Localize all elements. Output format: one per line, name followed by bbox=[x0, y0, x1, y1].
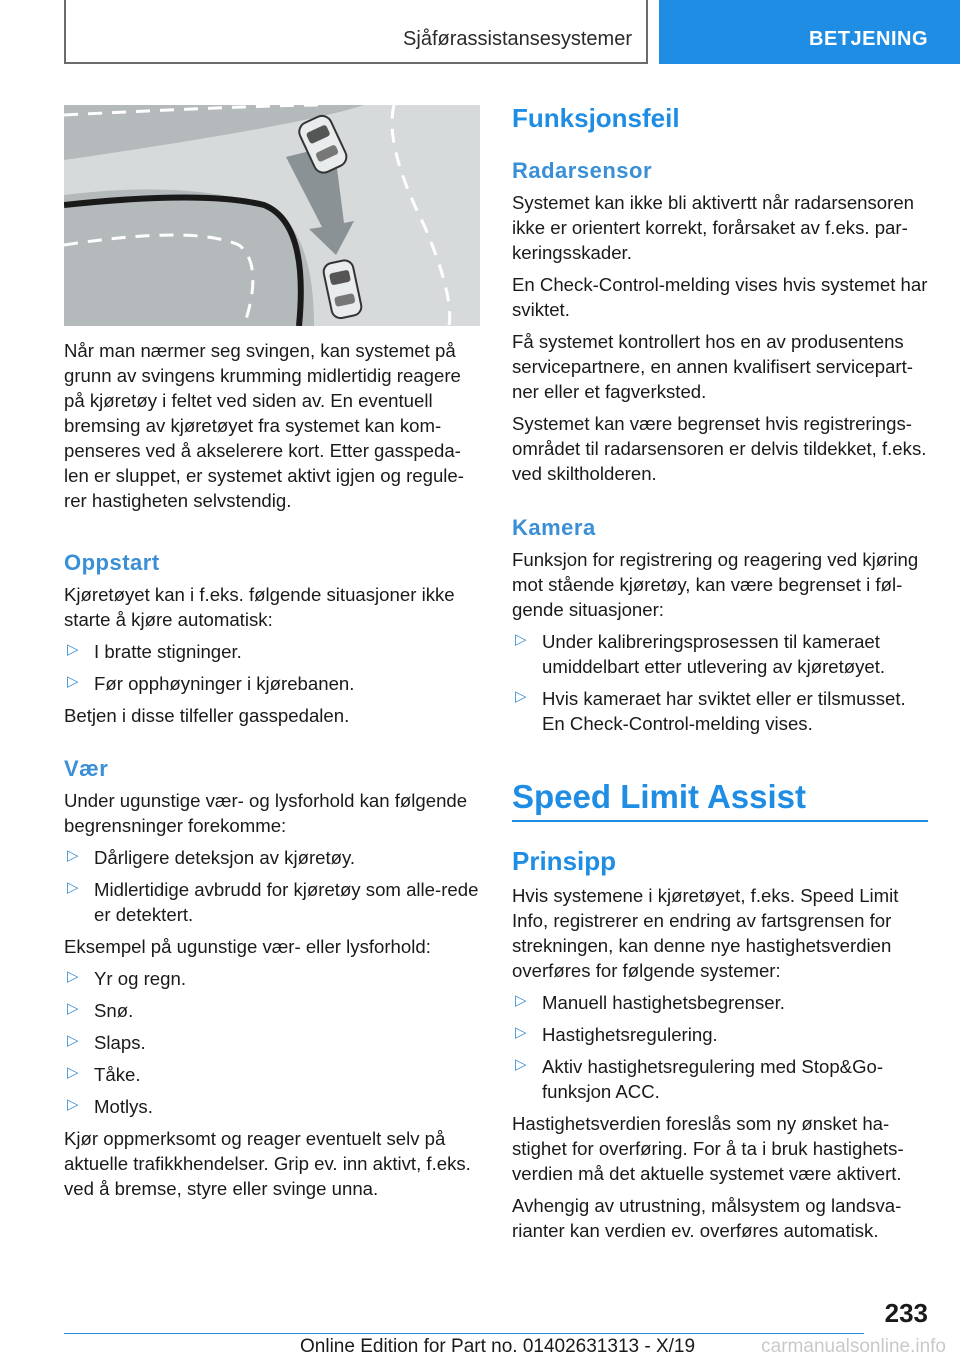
list-item bbox=[64, 966, 482, 991]
list-item bbox=[512, 990, 930, 1015]
page-number: 233 bbox=[884, 1298, 928, 1328]
prinsipp-p2: Hastighetsverdien foreslås som ny ønsket ha-stighet for overføring. For å ta i bruk hastighets-verdien må det aktuelle systemet være aktivert. bbox=[512, 1113, 904, 1184]
list-item bbox=[64, 877, 482, 927]
triangle-bullet-icon: ▷ bbox=[67, 1032, 79, 1049]
bullet-text: I bratte stigninger. bbox=[94, 641, 242, 662]
bullet-text: Snø. bbox=[94, 1000, 134, 1021]
prinsipp-text: Hvis systemene i kjøretøyet, f.eks. Speed Limit Info, registrerer en endring av fartsgrensen for strekningen, kan denne nye hastighetsverdien overføres for følgende systemer: bbox=[512, 885, 899, 981]
list-item bbox=[512, 629, 930, 679]
bullet-text: Manuell hastighetsbegrenser. bbox=[542, 992, 785, 1013]
oppstart-heading: Oppstart bbox=[64, 550, 160, 575]
header-box bbox=[64, 0, 648, 64]
radar-p2: En Check-Control-melding vises hvis systemet har sviktet. bbox=[512, 274, 928, 320]
radar-p1: Systemet kan ikke bli aktivertt når radarsensoren ikke er orientert korrekt, forårsaket av f.eks. par-keringsskader. bbox=[512, 192, 915, 263]
triangle-bullet-icon: ▷ bbox=[67, 673, 79, 690]
bullet-text: Motlys. bbox=[94, 1096, 153, 1117]
list-item bbox=[512, 1022, 930, 1047]
triangle-bullet-icon: ▷ bbox=[67, 1000, 79, 1017]
prinsipp-block bbox=[512, 846, 930, 1243]
bullet-text: Før opphøyninger i kjørebanen. bbox=[94, 673, 355, 694]
list-item bbox=[64, 1030, 482, 1055]
triangle-bullet-icon: ▷ bbox=[515, 631, 527, 648]
triangle-bullet-icon: ▷ bbox=[67, 847, 79, 864]
radar-block bbox=[512, 158, 930, 486]
list-item bbox=[512, 1054, 930, 1104]
vaer-closing: Kjør oppmerksomt og reager eventuelt selv på aktuelle trafikkhendelser. Grip ev. inn aktivt, f.eks. ved å bremse, styre eller svinge unna. bbox=[64, 1128, 471, 1199]
header-tab bbox=[659, 0, 960, 64]
funksjonsfeil-heading: Funksjonsfeil bbox=[512, 103, 680, 133]
intro-paragraph: Når man nærmer seg svingen, kan systemet på grunn av svingens krumming midlertidig reagere på kjøretøy i feltet ved siden av. En eventuell bremsing av kjøretøyet fra systemet kan kom-penseres ved å akselerere kort. Etter gasspeda-len er sluppet, er systemet aktivt igjen og regule-rer hastigheten selvstendig. bbox=[64, 340, 464, 511]
header-title: Sjåførassistansesystemer bbox=[403, 28, 632, 50]
triangle-bullet-icon: ▷ bbox=[67, 641, 79, 658]
list-item bbox=[64, 998, 482, 1023]
funksjonsfeil-block bbox=[512, 103, 930, 134]
kamera-block bbox=[512, 515, 930, 736]
oppstart-text: Kjøretøyet kan i f.eks. følgende situasjoner ikke starte å kjøre automatisk: bbox=[64, 584, 455, 630]
vaer-example: Eksempel på ugunstige vær- eller lysforhold: bbox=[64, 936, 431, 957]
radar-p4: Systemet kan være begrenset hvis registrerings-området til radarsensoren er delvis tildekket, f.eks. ved skiltholderen. bbox=[512, 413, 927, 484]
triangle-bullet-icon: ▷ bbox=[515, 1024, 527, 1041]
vaer-heading: Vær bbox=[64, 756, 109, 781]
list-item bbox=[64, 845, 482, 870]
bullet-text: Yr og regn. bbox=[94, 968, 186, 989]
bullet-text: Midlertidige avbrudd for kjøretøy som alle-rede er detektert. bbox=[94, 879, 479, 925]
sla-title-block bbox=[512, 778, 930, 816]
watermark: carmanualsonline.info bbox=[761, 1336, 946, 1357]
header-tab-label: BETJENING bbox=[809, 28, 928, 50]
triangle-bullet-icon: ▷ bbox=[67, 1064, 79, 1081]
triangle-bullet-icon: ▷ bbox=[67, 968, 79, 985]
prinsipp-p3: Avhengig av utrustning, målsystem og landsva-rianter kan verdien ev. overføres automatisk. bbox=[512, 1195, 902, 1241]
list-item bbox=[64, 1062, 482, 1087]
bullet-text: Aktiv hastighetsregulering med Stop&Go-funksjon ACC. bbox=[542, 1056, 884, 1102]
bullet-text: Hvis kameraet har sviktet eller er tilsmusset. En Check-Control-melding vises. bbox=[542, 688, 906, 734]
kamera-heading: Kamera bbox=[512, 515, 596, 540]
intro-block bbox=[64, 338, 482, 513]
radar-p3: Få systemet kontrollert hos en av produsentens servicepartnere, en annen kvalifisert servicepart-ner eller et fagverksted. bbox=[512, 331, 913, 402]
list-item bbox=[512, 686, 930, 736]
bullet-text: Under kalibreringsprosessen til kameraet umiddelbart etter utlevering av kjøretøyet. bbox=[542, 631, 886, 677]
triangle-bullet-icon: ▷ bbox=[515, 992, 527, 1009]
bullet-text: Dårligere deteksjon av kjøretøy. bbox=[94, 847, 356, 868]
list-item bbox=[64, 671, 482, 696]
vaer-text: Under ugunstige vær- og lysforhold kan følgende begrensninger forekomme: bbox=[64, 790, 468, 836]
bullet-text: Slaps. bbox=[94, 1032, 146, 1053]
speed-limit-assist-title: Speed Limit Assist bbox=[512, 778, 807, 815]
triangle-bullet-icon: ▷ bbox=[515, 688, 527, 705]
kamera-text: Funksjon for registrering og reagering ved kjøring mot stående kjøretøy, kan være begrenset i føl-gende situasjoner: bbox=[512, 549, 919, 620]
oppstart-block bbox=[64, 550, 482, 728]
vaer-block bbox=[64, 756, 482, 1201]
triangle-bullet-icon: ▷ bbox=[67, 1096, 79, 1113]
section-rule bbox=[512, 820, 928, 822]
list-item bbox=[64, 639, 482, 664]
footer-rule bbox=[64, 1333, 864, 1334]
bullet-text: Hastighetsregulering. bbox=[542, 1024, 718, 1045]
triangle-bullet-icon: ▷ bbox=[515, 1056, 527, 1073]
prinsipp-heading: Prinsipp bbox=[512, 846, 617, 876]
radar-heading: Radarsensor bbox=[512, 158, 653, 183]
triangle-bullet-icon: ▷ bbox=[67, 879, 79, 896]
curve-illustration bbox=[64, 105, 480, 326]
oppstart-after: Betjen i disse tilfeller gasspedalen. bbox=[64, 705, 350, 726]
footer-edition: Online Edition for Part no. 01402631313 - X/19 bbox=[300, 1336, 696, 1357]
list-item bbox=[64, 1094, 482, 1119]
bullet-text: Tåke. bbox=[94, 1064, 141, 1085]
